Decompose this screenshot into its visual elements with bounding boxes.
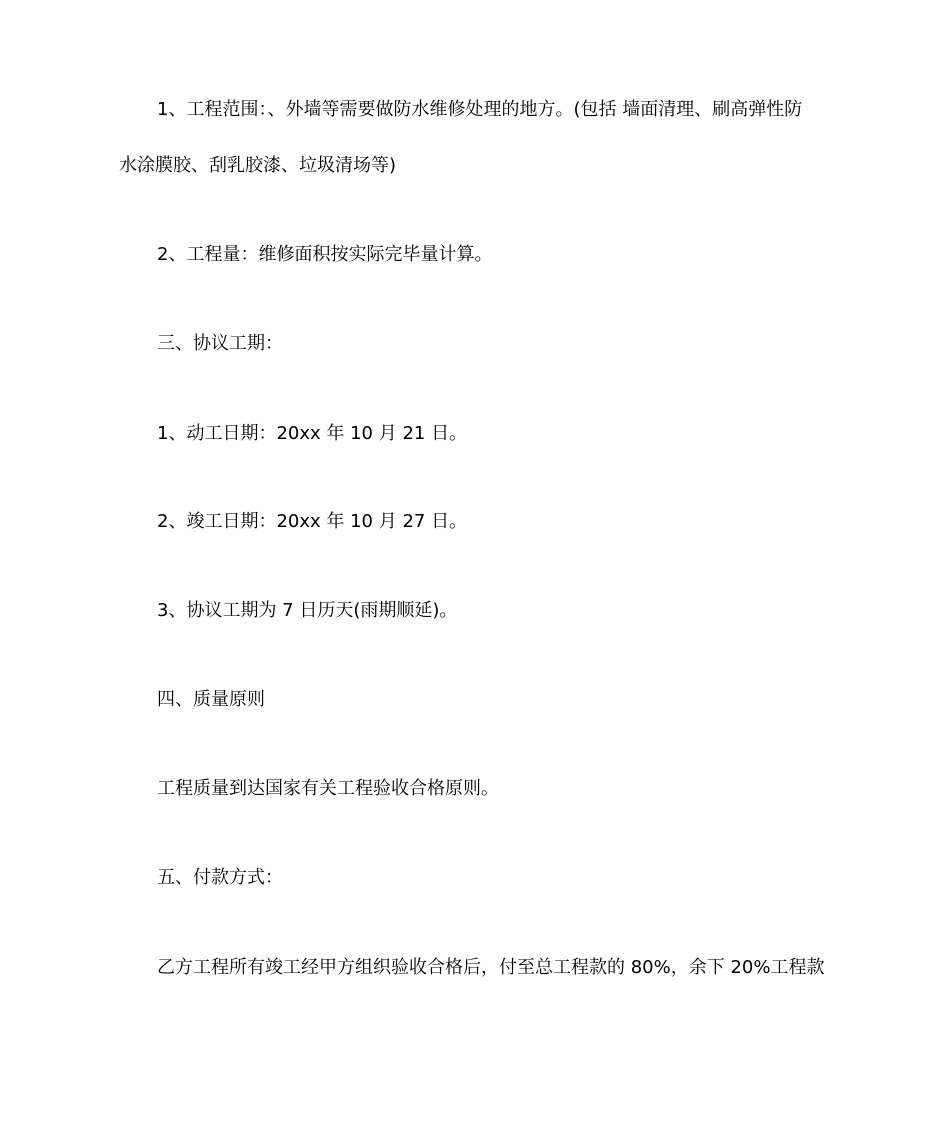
paragraph-scope-line2: 水涂膜胶、刮乳胶漆、垃圾清场等) [119,155,397,176]
paragraph-scope-line1: 1、工程范围：、外墙等需要做防水维修处理的地方。(包括 墙面清理、刷高弹性防 [157,99,803,120]
paragraph-start-date: 1、动工日期：20xx 年 10 月 21 日。 [157,423,468,444]
paragraph-duration: 3、协议工期为 7 日历天(雨期顺延)。 [157,600,458,621]
paragraph-payment-terms: 乙方工程所有竣工经甲方组织验收合格后，付至总工程款的 80%，余下 20%工程款 [157,957,825,978]
paragraph-quantity: 2、工程量：维修面积按实际完毕量计算。 [157,244,493,265]
paragraph-quality-standard: 工程质量到达国家有关工程验收合格原则。 [157,778,499,799]
paragraph-completion-date: 2、竣工日期：20xx 年 10 月 27 日。 [157,511,468,532]
heading-payment: 五、付款方式： [157,867,283,888]
heading-quality: 四、质量原则 [157,689,265,710]
heading-schedule: 三、协议工期： [157,333,283,354]
